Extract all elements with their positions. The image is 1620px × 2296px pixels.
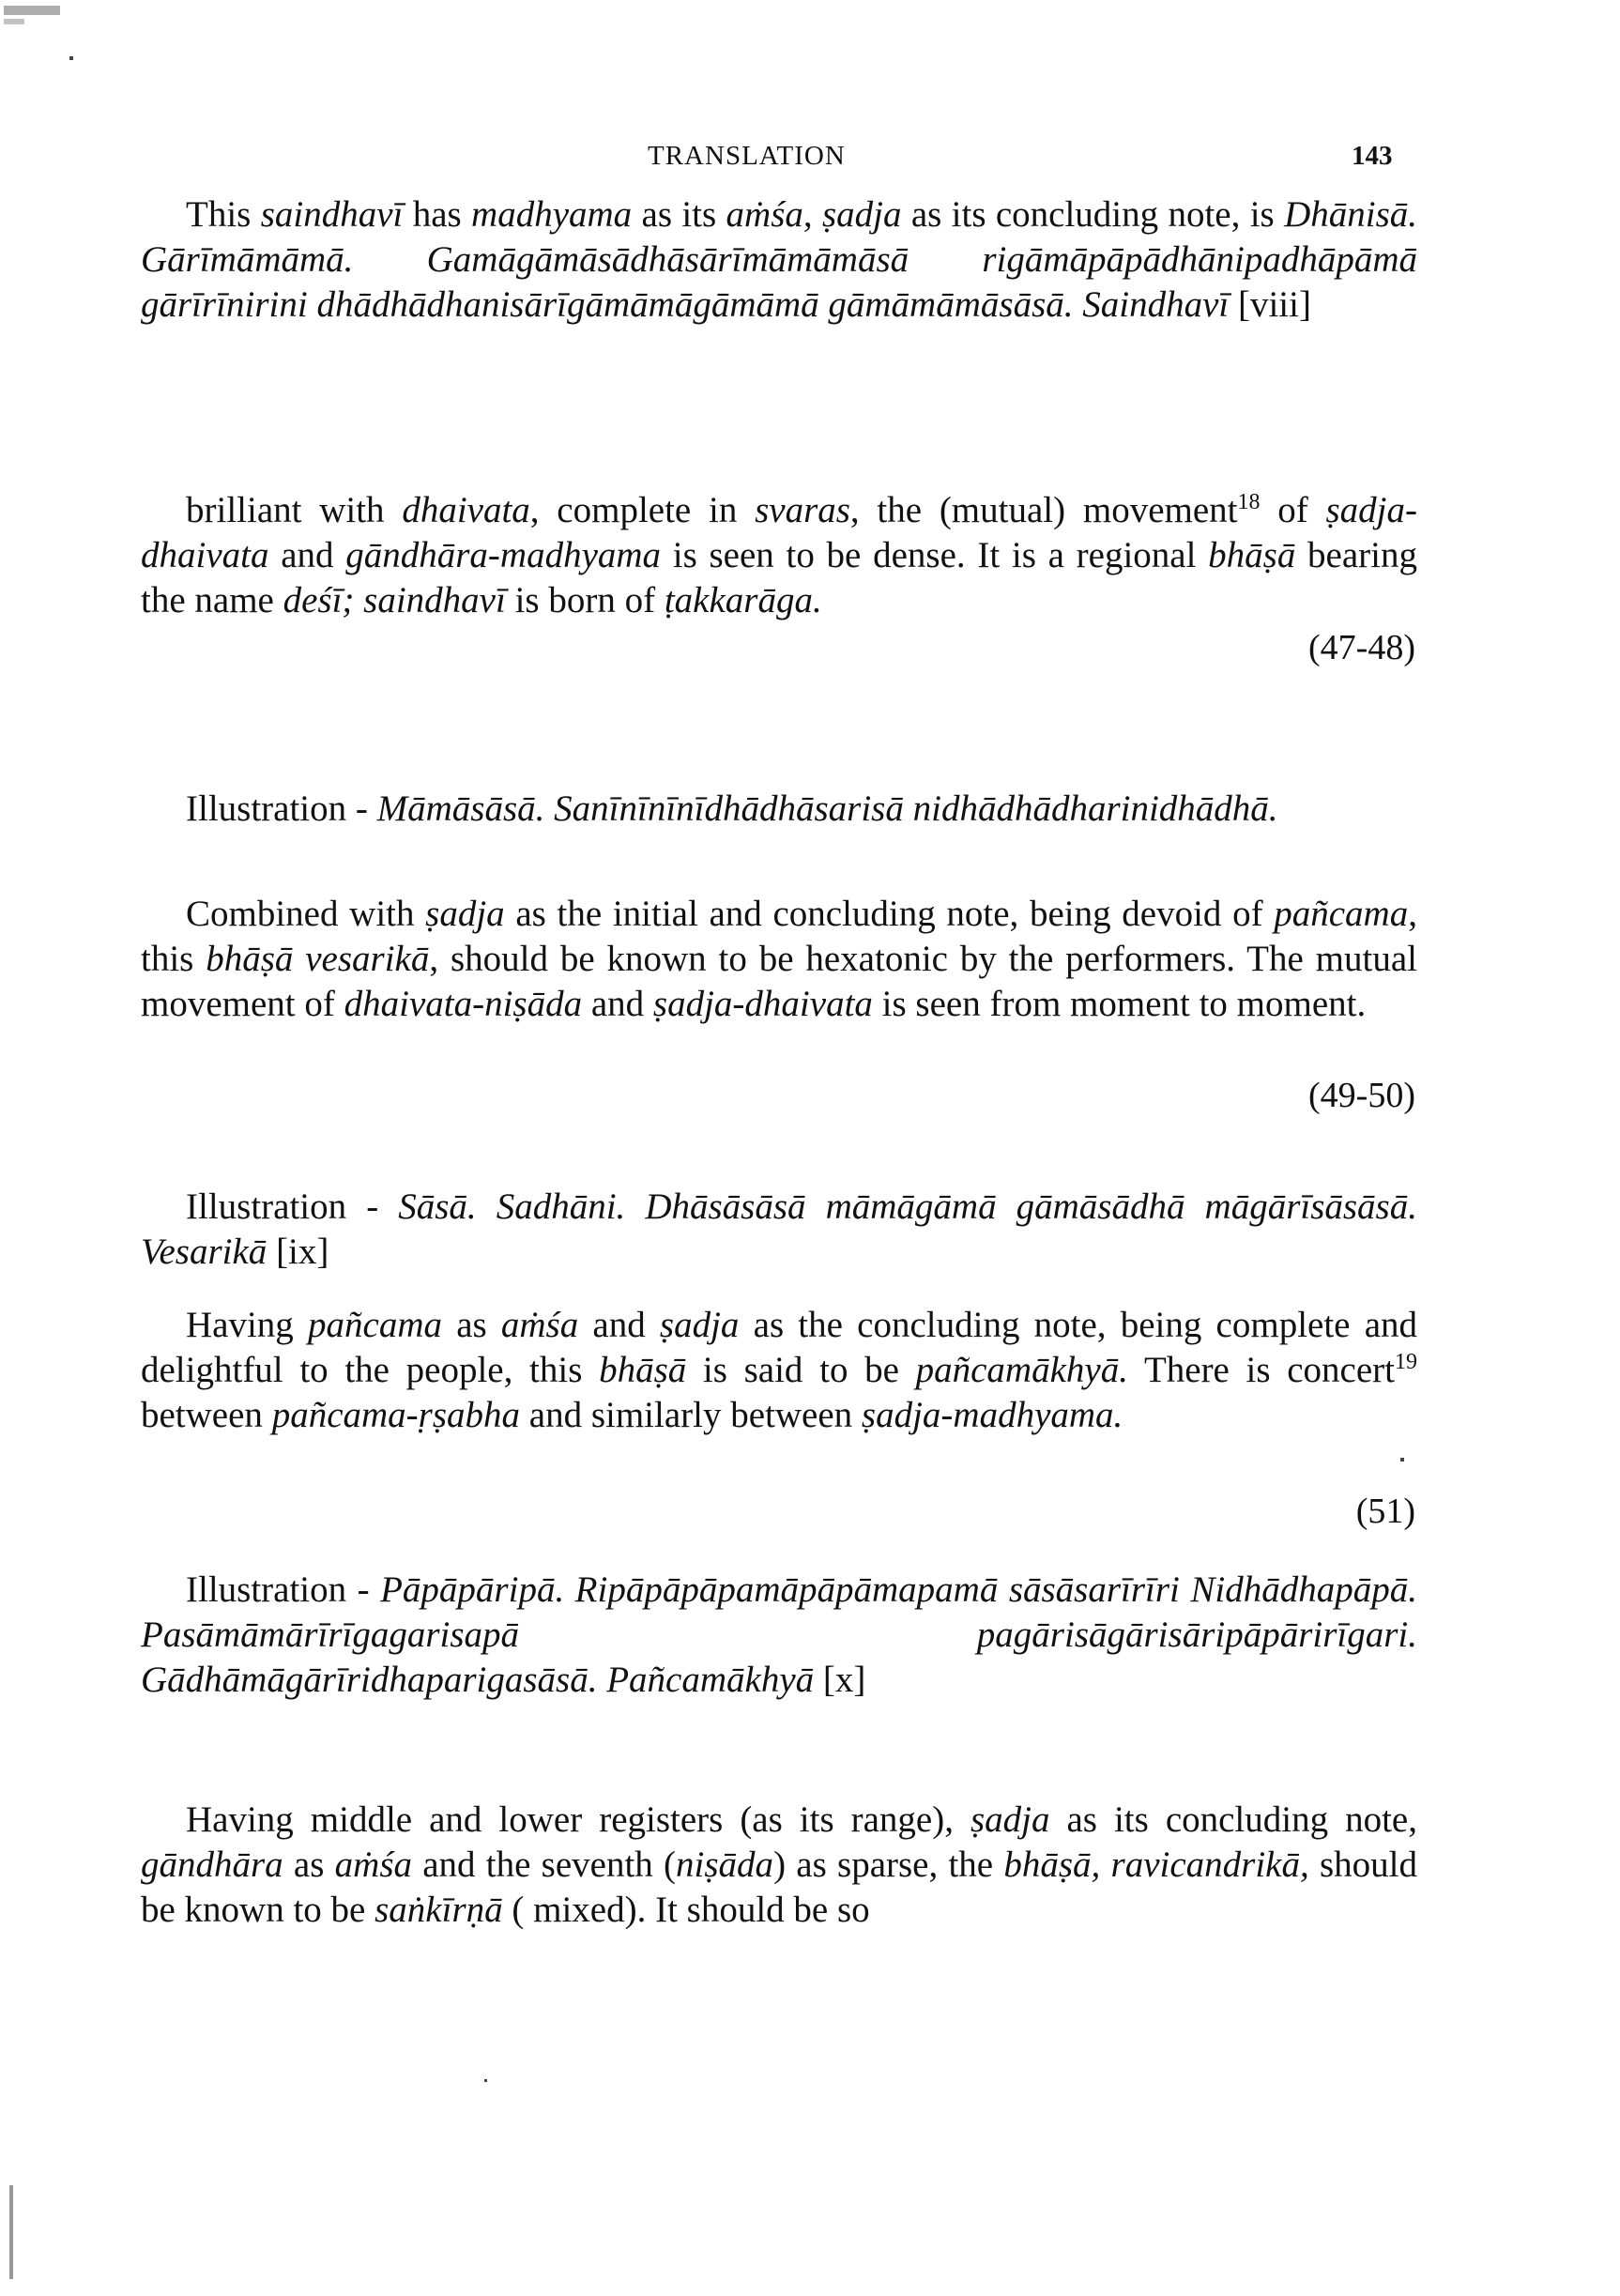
- sanskrit-term: ṣadja-madhyama.: [861, 1395, 1123, 1435]
- illustration-notation: Gamāgāmāsādhāsārīmāmāmāsā rigāmāpāpādhānipadhāpāmā gārīrīnirini dhādhādhanisārīgāmāmāgāmāmā gāmāmāmāsāsā. Saindhavī: [141, 239, 1417, 325]
- text-run: [353, 239, 426, 280]
- sanskrit-term: ṣadja: [425, 894, 505, 934]
- paragraph-text: [141, 1798, 1417, 1933]
- text-run: as: [283, 1844, 335, 1885]
- text-run: This: [186, 194, 261, 235]
- text-run: Combined with: [186, 894, 426, 934]
- sanskrit-term: ṭakkarāga.: [664, 580, 822, 620]
- illustration-label: Illustration -: [186, 1186, 399, 1227]
- text-run: is born of: [505, 580, 665, 620]
- text-run: of: [1260, 490, 1326, 530]
- sanskrit-term: saṅkīrṇā: [374, 1890, 503, 1930]
- text-run: as its: [632, 194, 726, 235]
- sanskrit-term: Dhānisā.: [1284, 194, 1417, 235]
- text-run: and similarly between: [520, 1395, 862, 1435]
- text-run: , complete in: [529, 490, 756, 530]
- text-run: and: [582, 984, 653, 1024]
- sanskrit-term: aṁśa: [726, 194, 803, 235]
- illustration-number: [x]: [814, 1660, 866, 1700]
- sanskrit-term: deśī; saindhavī: [283, 580, 506, 620]
- sanskrit-term: pañcama: [308, 1305, 442, 1345]
- sanskrit-term: ṣadja: [821, 194, 902, 235]
- text-run: is seen to be dense. It is a regional: [661, 535, 1209, 575]
- text-run: between: [141, 1395, 272, 1435]
- illustration-text: [141, 1568, 1417, 1703]
- text-run: ( mixed). It should be so: [502, 1890, 870, 1930]
- paragraph-text: [141, 488, 1417, 623]
- paragraph-verse-51: [141, 1303, 1417, 1438]
- text-run: as: [442, 1305, 501, 1345]
- sanskrit-term: bhāṣā vesarikā: [206, 939, 430, 979]
- scan-speck: [4, 19, 24, 24]
- text-run: and the seventh (: [412, 1844, 677, 1885]
- sanskrit-term: ṣadja: [970, 1799, 1050, 1840]
- illustration-notation: Pāpāpāripā. Ripāpāpāpamāpāpāmapamā sāsāsarīrīri Nidhādhapāpā. Pasāmāmārīrīgagarisapā pagārisāgārisāripāpārirīgari. Gādhāmāgārīridhaparigasāsā. Pañcamākhyā: [141, 1569, 1417, 1700]
- sanskrit-term: pañcama-ṛṣabha: [271, 1395, 521, 1435]
- paragraph-saindhavi: [141, 192, 1417, 328]
- page-number: 143: [1352, 141, 1393, 171]
- illustration-notation: Sāsā. Sadhāni. Dhāsāsāsā māmāgāmā gāmāsādhā māgārīsāsāsā. Vesarikā: [141, 1186, 1417, 1272]
- text-run: Having: [186, 1305, 309, 1345]
- footnote-marker: 18: [1237, 490, 1261, 514]
- illustration-3: [141, 1568, 1417, 1703]
- text-run: , should be known to be hexatonic by the performers. The mutual movement of: [141, 939, 1417, 1024]
- illustration-number: [ix]: [267, 1232, 329, 1272]
- text-run: has: [403, 194, 472, 235]
- scan-speck: [4, 6, 60, 15]
- illustration-text: [141, 1185, 1417, 1275]
- paragraph-verse-49-50: [141, 892, 1417, 1027]
- sanskrit-term: Gārīmāmāmā.: [141, 239, 354, 280]
- paragraph-text: [141, 192, 1417, 328]
- sanskrit-term: madhyama: [471, 194, 633, 235]
- running-title: TRANSLATION: [648, 141, 846, 171]
- sanskrit-term: saindhavī: [260, 194, 404, 235]
- sanskrit-term: ṣadja: [659, 1305, 740, 1345]
- sanskrit-term: bhāṣā: [1208, 535, 1296, 575]
- illustration-text: [141, 787, 1417, 832]
- paragraph-ravicandrika: [141, 1798, 1417, 1933]
- sanskrit-term: aṁśa: [500, 1305, 579, 1345]
- paragraph-text: [141, 892, 1417, 1027]
- illustration-2: [141, 1185, 1417, 1275]
- text-run: bearing the name: [141, 535, 1417, 620]
- text-run: Having middle and lower registers (as its range),: [186, 1799, 970, 1840]
- text-run: as the concluding note, being complete and delightful to the people, this: [141, 1305, 1417, 1390]
- sanskrit-term: bhāṣā, ravicandrikā,: [1003, 1844, 1309, 1885]
- text-run: brilliant with: [186, 490, 403, 530]
- verse-reference: (49-50): [1308, 1076, 1415, 1115]
- sanskrit-term: pañcamākhyā.: [915, 1350, 1128, 1390]
- sanskrit-term: pañcama: [1274, 894, 1409, 934]
- scan-speck: [9, 2185, 13, 2279]
- scan-speck: [1400, 1458, 1404, 1462]
- paragraph-text: [141, 1303, 1417, 1438]
- text-run: and: [578, 1305, 660, 1345]
- sanskrit-term: svaras: [755, 490, 850, 530]
- text-run: There is concert: [1127, 1350, 1395, 1390]
- paragraph-verse-47-48: [141, 488, 1417, 623]
- text-run: is said to be: [686, 1350, 916, 1390]
- text-run: is seen from moment to moment.: [872, 984, 1367, 1024]
- sanskrit-term: dhaivata-niṣāda: [344, 984, 583, 1024]
- text-run: , this: [141, 894, 1417, 979]
- sanskrit-term: ṣadja-dhaivata: [652, 984, 873, 1024]
- text-run: ,: [802, 194, 822, 235]
- scan-speck: [484, 2079, 487, 2082]
- sanskrit-term: gāndhāra: [141, 1844, 283, 1885]
- illustration-notation: Māmāsāsā. Sanīnīnīnīdhādhāsarisā nidhādhādharinidhādhā.: [376, 788, 1278, 829]
- sanskrit-term: aṁśa: [334, 1844, 412, 1885]
- text-run: ) as sparse, the: [773, 1844, 1004, 1885]
- text-run: should be known to be: [141, 1844, 1417, 1930]
- footnote-marker: 19: [1395, 1350, 1417, 1374]
- scan-speck: [69, 56, 73, 60]
- sanskrit-term: dhaivata: [402, 490, 530, 530]
- text-run: as the initial and concluding note, being devoid of: [504, 894, 1275, 934]
- illustration-label: Illustration -: [186, 1569, 381, 1610]
- text-run: and: [268, 535, 346, 575]
- sanskrit-term: bhāṣā: [599, 1350, 687, 1390]
- sanskrit-term: niṣāda: [676, 1844, 774, 1885]
- text-run: as its concluding note,: [1049, 1799, 1417, 1840]
- illustration-1: [141, 787, 1417, 832]
- text-run: , the (mutual) movement: [849, 490, 1238, 530]
- verse-reference: (51): [1355, 1492, 1415, 1531]
- running-head: [0, 141, 1620, 178]
- verse-reference: (47-48): [1308, 628, 1415, 667]
- illustration-number: [viii]: [1229, 284, 1311, 325]
- illustration-label: Illustration -: [186, 788, 377, 829]
- text-run: as its concluding note, is: [901, 194, 1285, 235]
- sanskrit-term: ṣadja-dhaivata: [141, 490, 1417, 575]
- sanskrit-term: gāndhāra-madhyama: [345, 535, 662, 575]
